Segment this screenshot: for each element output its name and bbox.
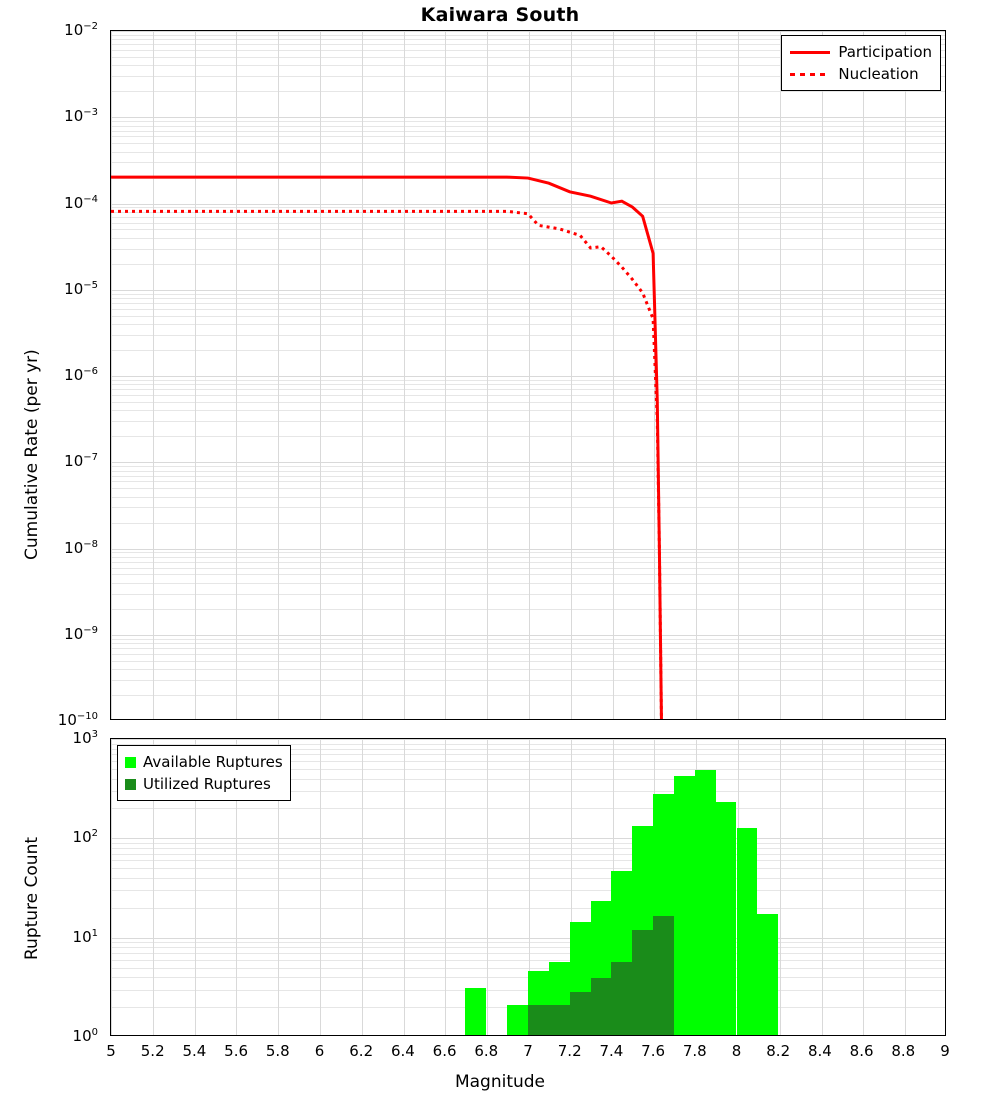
- x-tick-label: 8.4: [807, 1042, 832, 1060]
- utilized-ruptures-bar: [611, 962, 632, 1035]
- x-tick-label: 6.8: [474, 1042, 499, 1060]
- curve-participation: [111, 177, 661, 719]
- y-tick-label-top: $10^{-5}$: [64, 279, 98, 298]
- x-tick-label: 7: [523, 1042, 533, 1060]
- x-tick-label: 7.6: [641, 1042, 666, 1060]
- available-ruptures-bar: [716, 802, 737, 1035]
- y-tick-label-top: $10^{-8}$: [64, 538, 98, 557]
- rupture-bar: [632, 739, 653, 1035]
- available-ruptures-bar: [507, 1005, 528, 1035]
- y-tick-label-top: $10^{-6}$: [64, 366, 98, 384]
- y-tick-label-bottom: $10^1$: [72, 927, 98, 946]
- page-title: Kaiwara South: [420, 4, 580, 26]
- legend-item-utilized-ruptures: [125, 773, 283, 795]
- x-tick-label: 7.8: [682, 1042, 707, 1060]
- x-axis-label: Magnitude: [454, 1072, 546, 1092]
- rupture-bar: [653, 739, 674, 1035]
- x-tick-label: 7.4: [599, 1042, 624, 1060]
- available-ruptures-bar: [695, 770, 716, 1035]
- x-tick-label: 6.2: [349, 1042, 374, 1060]
- top-series-layer: [111, 31, 945, 719]
- top-y-axis-label: Cumulative Rate (per yr): [22, 349, 42, 560]
- rupture-count-chart: [110, 738, 946, 1036]
- rupture-bar: [570, 739, 591, 1035]
- y-tick-label-bottom: $10^2$: [72, 828, 98, 847]
- rupture-bar: [591, 739, 612, 1035]
- cumulative-rate-chart: [110, 30, 946, 720]
- available-ruptures-bar: [674, 776, 695, 1035]
- utilized-ruptures-bar: [632, 930, 653, 1035]
- rupture-bar: [757, 739, 778, 1035]
- utilized-ruptures-bar: [591, 978, 612, 1035]
- dotted-line-icon: [790, 67, 830, 81]
- bottom-legend: [117, 745, 291, 801]
- rupture-bar: [716, 739, 737, 1035]
- rupture-bar: [507, 739, 528, 1035]
- x-tick-label: 6.6: [432, 1042, 457, 1060]
- available-swatch-icon: [125, 757, 136, 768]
- legend-label: Available Ruptures: [143, 753, 283, 771]
- legend-item-nucleation: [790, 63, 932, 85]
- rupture-bar: [611, 739, 632, 1035]
- curve-nucleation: [111, 211, 661, 719]
- y-tick-label-top: $10^{-2}$: [64, 21, 98, 39]
- solid-line-icon: [790, 45, 830, 59]
- x-tick-label: 8.6: [849, 1042, 874, 1060]
- x-tick-label: 8.2: [766, 1042, 791, 1060]
- x-tick-label: 5.6: [224, 1042, 249, 1060]
- y-tick-label-bottom: $10^3$: [72, 729, 98, 747]
- rupture-bar: [528, 739, 549, 1035]
- rupture-bar: [737, 739, 758, 1035]
- rupture-bar: [695, 739, 716, 1035]
- utilized-ruptures-bar: [528, 1005, 549, 1035]
- top-legend: [781, 35, 941, 91]
- x-tick-label: 5.4: [182, 1042, 207, 1060]
- rupture-bar: [549, 739, 570, 1035]
- y-tick-label-bottom: $10^0$: [72, 1027, 98, 1045]
- y-tick-label-top: $10^{-9}$: [64, 624, 98, 643]
- rupture-bar: [674, 739, 695, 1035]
- available-ruptures-bar: [737, 828, 758, 1035]
- bottom-y-axis-label: Rupture Count: [22, 836, 42, 960]
- x-tick-label: 8: [731, 1042, 742, 1060]
- y-tick-label-top: $10^{-3}$: [64, 107, 98, 126]
- x-tick-label: 7.2: [557, 1042, 582, 1060]
- utilized-swatch-icon: [125, 779, 136, 790]
- rate-curves: [111, 31, 945, 719]
- utilized-ruptures-bar: [653, 916, 674, 1035]
- x-tick-label: 6: [314, 1042, 325, 1060]
- legend-label: Nucleation: [838, 65, 919, 83]
- x-tick-label: 5.8: [265, 1042, 290, 1060]
- y-tick-label-top: $10^{-7}$: [64, 452, 98, 471]
- x-tick-label: 5.2: [140, 1042, 165, 1060]
- available-ruptures-bar: [757, 914, 778, 1035]
- rupture-bar: [465, 739, 486, 1035]
- legend-label: Utilized Ruptures: [143, 775, 271, 793]
- utilized-ruptures-bar: [549, 1005, 570, 1035]
- legend-item-participation: [790, 41, 932, 63]
- legend-item-available-ruptures: [125, 751, 283, 773]
- y-tick-label-top: $10^{-4}$: [64, 193, 98, 212]
- y-tick-label-top: $10^{-10}$: [57, 711, 98, 729]
- available-ruptures-bar: [465, 988, 486, 1035]
- x-tick-label: 6.4: [390, 1042, 415, 1060]
- legend-label: Participation: [838, 43, 932, 61]
- x-tick-label: 9: [940, 1042, 950, 1060]
- x-tick-label: 8.8: [891, 1042, 916, 1060]
- utilized-ruptures-bar: [570, 992, 591, 1035]
- x-tick-label: 5: [106, 1042, 116, 1060]
